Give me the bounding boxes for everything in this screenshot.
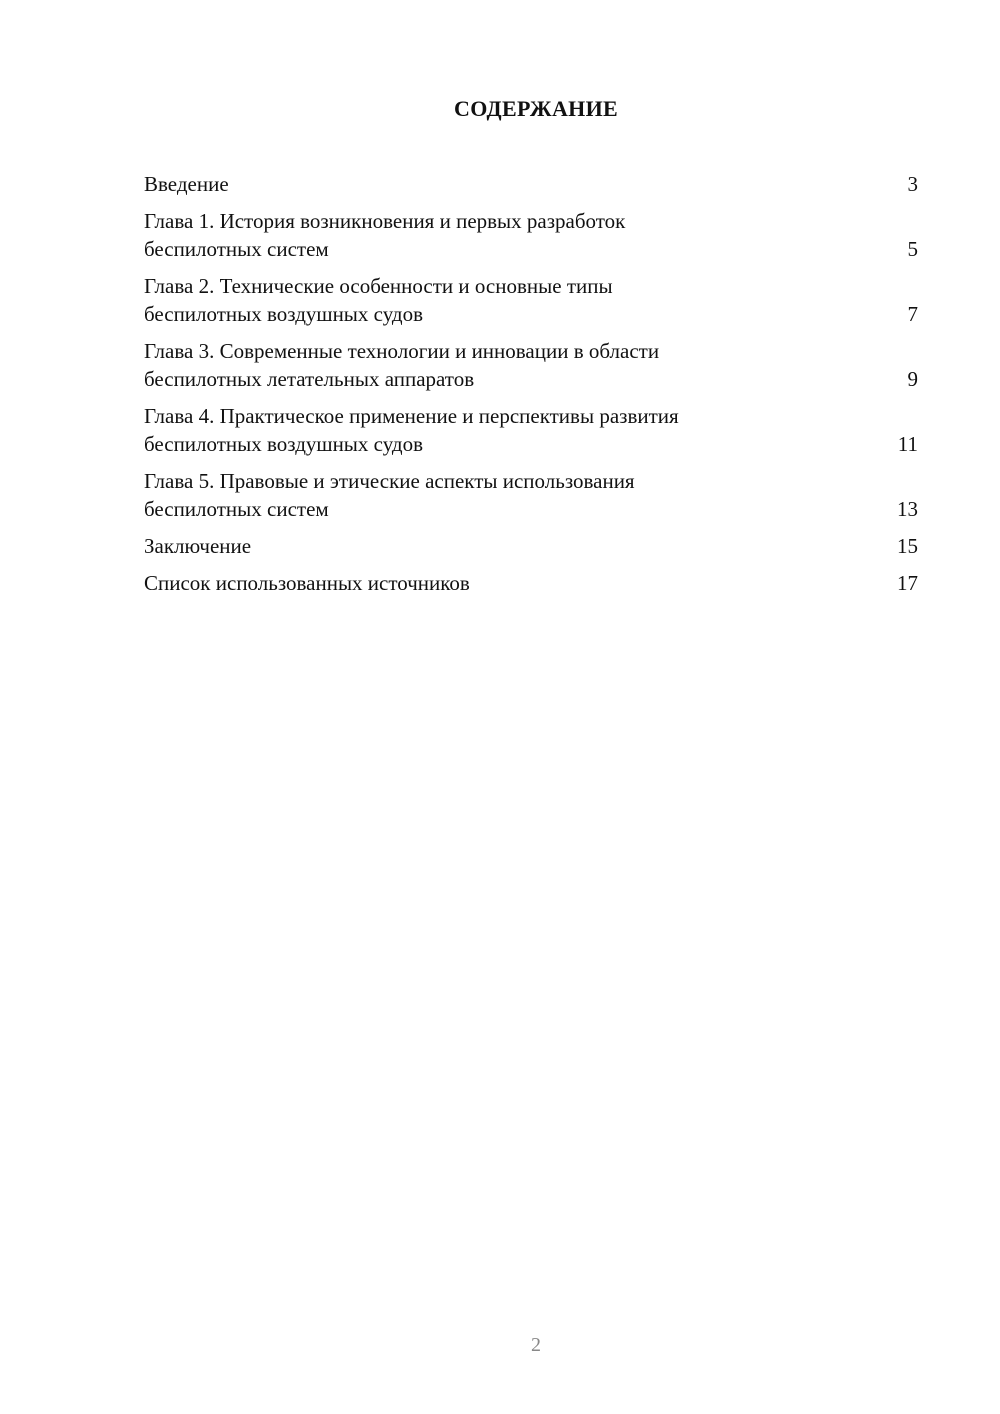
toc-entry-line: Глава 2. Технические особенности и основные типы xyxy=(144,274,613,298)
toc-entry-introduction xyxy=(144,170,918,198)
toc-entry-line: Глава 4. Практическое применение и перспективы развития xyxy=(144,404,679,428)
toc-entry-chapter-4 xyxy=(144,402,918,458)
toc-entry-page-number: 9 xyxy=(907,367,918,391)
toc-entry-line: Глава 1. История возникновения и первых разработок xyxy=(144,209,626,233)
toc-entry-label xyxy=(144,170,888,198)
page-number: 2 xyxy=(531,1334,541,1356)
toc-entry-page-number: 13 xyxy=(897,497,918,521)
toc-entry-line: Список использованных источников xyxy=(144,571,470,595)
toc-entry-line: Заключение xyxy=(144,534,252,558)
toc-entry-chapter-5 xyxy=(144,467,918,523)
toc-entry-label xyxy=(144,337,888,393)
toc-entry-line: беспилотных воздушных судов xyxy=(144,302,423,326)
toc-entry-line: беспилотных систем xyxy=(144,237,329,261)
toc-entry-page-number: 11 xyxy=(897,432,918,456)
toc-entry-line: Введение xyxy=(144,172,229,196)
toc-entry-line: беспилотных летательных аппаратов xyxy=(144,367,475,391)
toc-entry-chapter-1 xyxy=(144,207,918,263)
toc-entry-label xyxy=(144,207,888,263)
toc-entry-label xyxy=(144,569,888,597)
toc-entry-page-number: 15 xyxy=(897,534,918,558)
toc-entry-line: беспилотных систем xyxy=(144,497,329,521)
toc-entry-label xyxy=(144,467,888,523)
toc-entry-references xyxy=(144,569,918,597)
toc-entry-label xyxy=(144,402,888,458)
toc-entry-line: Глава 5. Правовые и этические аспекты использования xyxy=(144,469,635,493)
toc-entry-page-number: 17 xyxy=(897,571,918,595)
toc-entry-page-number: 5 xyxy=(907,237,918,261)
toc-entry-chapter-3 xyxy=(144,337,918,393)
toc-entry-line: Глава 3. Современные технологии и инновации в области xyxy=(144,339,660,363)
toc-entry-line: беспилотных воздушных судов xyxy=(144,432,423,456)
page-title: СОДЕРЖАНИЕ xyxy=(454,96,618,121)
table-of-contents xyxy=(144,170,918,606)
toc-entry-chapter-2 xyxy=(144,272,918,328)
toc-entry-conclusion xyxy=(144,532,918,560)
toc-entry-label xyxy=(144,272,888,328)
toc-entry-page-number: 3 xyxy=(907,172,918,196)
toc-entry-label xyxy=(144,532,888,560)
toc-entry-page-number: 7 xyxy=(907,302,918,326)
